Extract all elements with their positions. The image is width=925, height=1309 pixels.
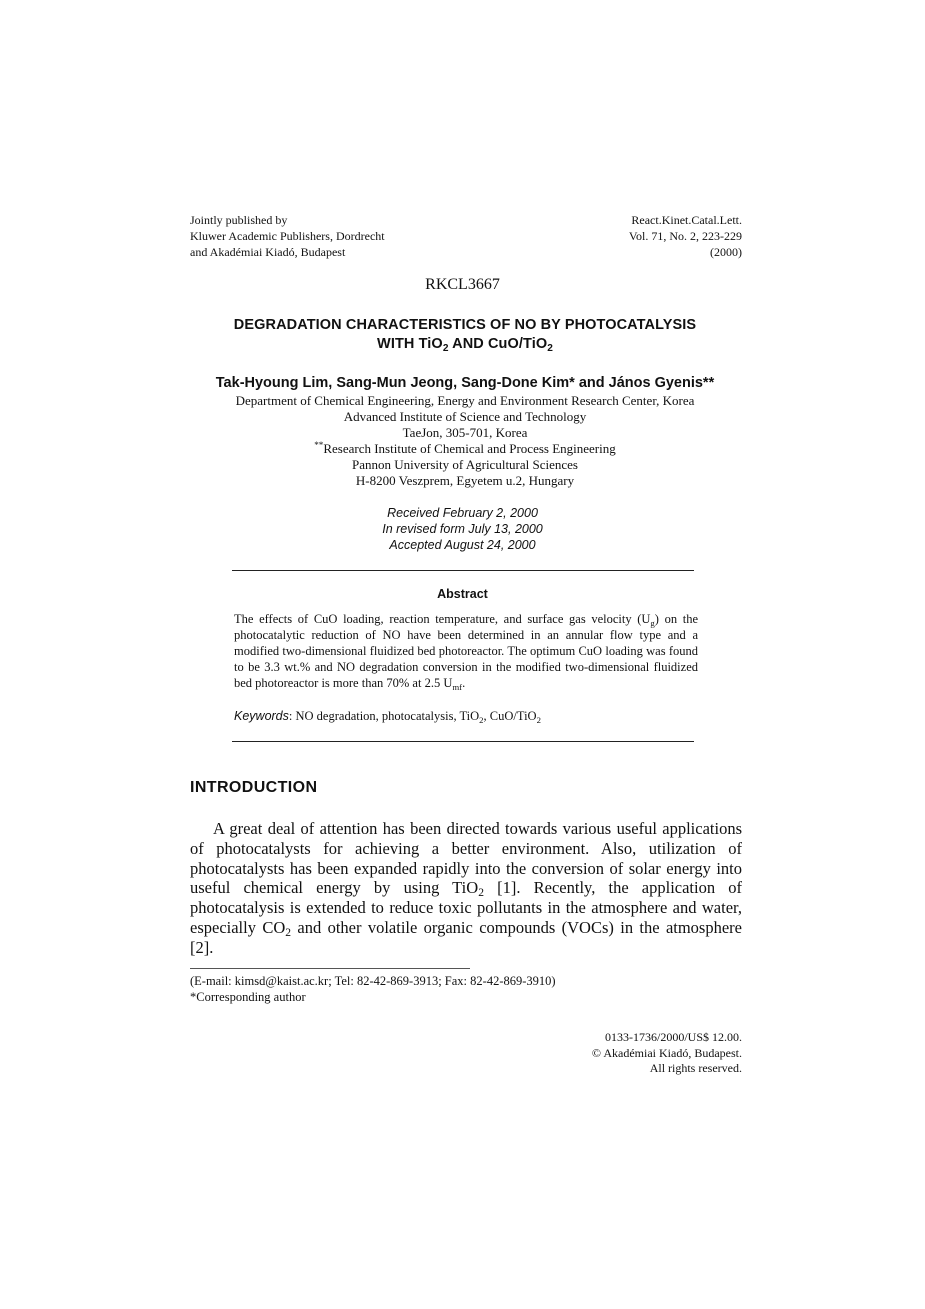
footnote-contact: (E-mail: kimsd@kaist.ac.kr; Tel: 82-42-869-3913; Fax: 82-42-869-3910) — [190, 974, 556, 988]
footnote-corresponding: *Corresponding author — [190, 990, 306, 1004]
revised-date: In revised form July 13, 2000 — [382, 522, 543, 536]
affiliation-line: Pannon University of Agricultural Sciences — [351, 457, 578, 472]
affiliation-line: H-8200 Veszprem, Egyetem u.2, Hungary — [355, 473, 575, 488]
authors: Tak-Hyoung Lim, Sang-Mun Jeong, Sang-Done Kim* and János Gyenis** — [215, 375, 715, 391]
journal-line: Vol. 71, No. 2, 223-229 — [628, 229, 742, 243]
journal-line: (2000) — [710, 245, 742, 259]
copyright-holder: © Akadémiai Kiadó, Budapest. — [591, 1045, 742, 1060]
abstract-top-rule — [232, 570, 694, 571]
title-line-2: WITH TiO$_2$ AND CuO/TiO$_2$ — [377, 336, 553, 354]
affiliation-line: Department of Chemical Engineering, Energy and Environment Research Center, Korea — [235, 393, 695, 408]
affiliation-line: **Research Institute of Chemical and Process Engineering — [314, 440, 616, 456]
introduction-body — [190, 819, 742, 958]
title-line-1: DEGRADATION CHARACTERISTICS OF NO BY PHOTOCATALYSIS — [233, 317, 697, 333]
affiliations — [150, 393, 780, 489]
journal-citation — [540, 212, 742, 260]
copyright-block — [540, 1030, 742, 1077]
article-code: RKCL3667 — [425, 276, 500, 293]
issn-price: 0133-1736/2000/US$ 12.00. — [604, 1030, 742, 1044]
publisher-line: Kluwer Academic Publishers, Dordrecht — [190, 229, 385, 243]
affiliation-line: Advanced Institute of Science and Technology — [343, 409, 587, 424]
abstract-body — [234, 611, 698, 691]
keywords-label: Keywords — [234, 709, 289, 723]
journal-line: React.Kinet.Catal.Lett. — [631, 213, 742, 227]
keywords: Keywords: NO degradation, photocatalysis, TiO$_2$, CuO/TiO$_2$ — [234, 709, 541, 725]
received-date: Received February 2, 2000 — [387, 506, 538, 520]
abstract-bottom-rule — [232, 741, 694, 742]
publication-dates — [0, 505, 925, 553]
footnote-rule — [190, 968, 470, 969]
section-heading-introduction: INTRODUCTION — [190, 779, 318, 796]
affiliation-line: TaeJon, 305-701, Korea — [402, 425, 528, 440]
paper-title — [170, 316, 760, 354]
rights-statement: All rights reserved. — [649, 1061, 742, 1075]
footnote — [190, 973, 556, 1005]
paragraph: A great deal of attention has been directed towards various useful applications of photocatalysts for achieving a better environment. Also, utilization of photocatalysts has been expanded rapidly into the conversion of solar energy into useful chemical energy by using TiO$_2$ [1]. Recently, the application of photocatalysis is extended to reduce toxic pollutants in the atmosphere and water, especially $CO_2$ and other volatile organic compounds (VOCs) in the atmosphere [2]. — [190, 819, 742, 957]
publisher-line: and Akadémiai Kiadó, Budapest — [190, 245, 346, 259]
publisher-info — [190, 212, 490, 260]
abstract-heading: Abstract — [437, 587, 488, 601]
accepted-date: Accepted August 24, 2000 — [389, 538, 536, 552]
publisher-line: Jointly published by — [190, 213, 288, 227]
abstract-text: The effects of CuO loading, reaction temperature, and surface gas velocity $(U_g)$ on the photocatalytic reduction of NO have been determined in an annular flow type and a modified two-dimensional fluidized bed photoreactor. The optimum CuO loading was found to be 3.3 wt.% and NO degradation conversion in the modified two-dimensional fluidized bed photoreactor is more than 70% at 2.5 $U_{mf}$. — [234, 612, 698, 692]
